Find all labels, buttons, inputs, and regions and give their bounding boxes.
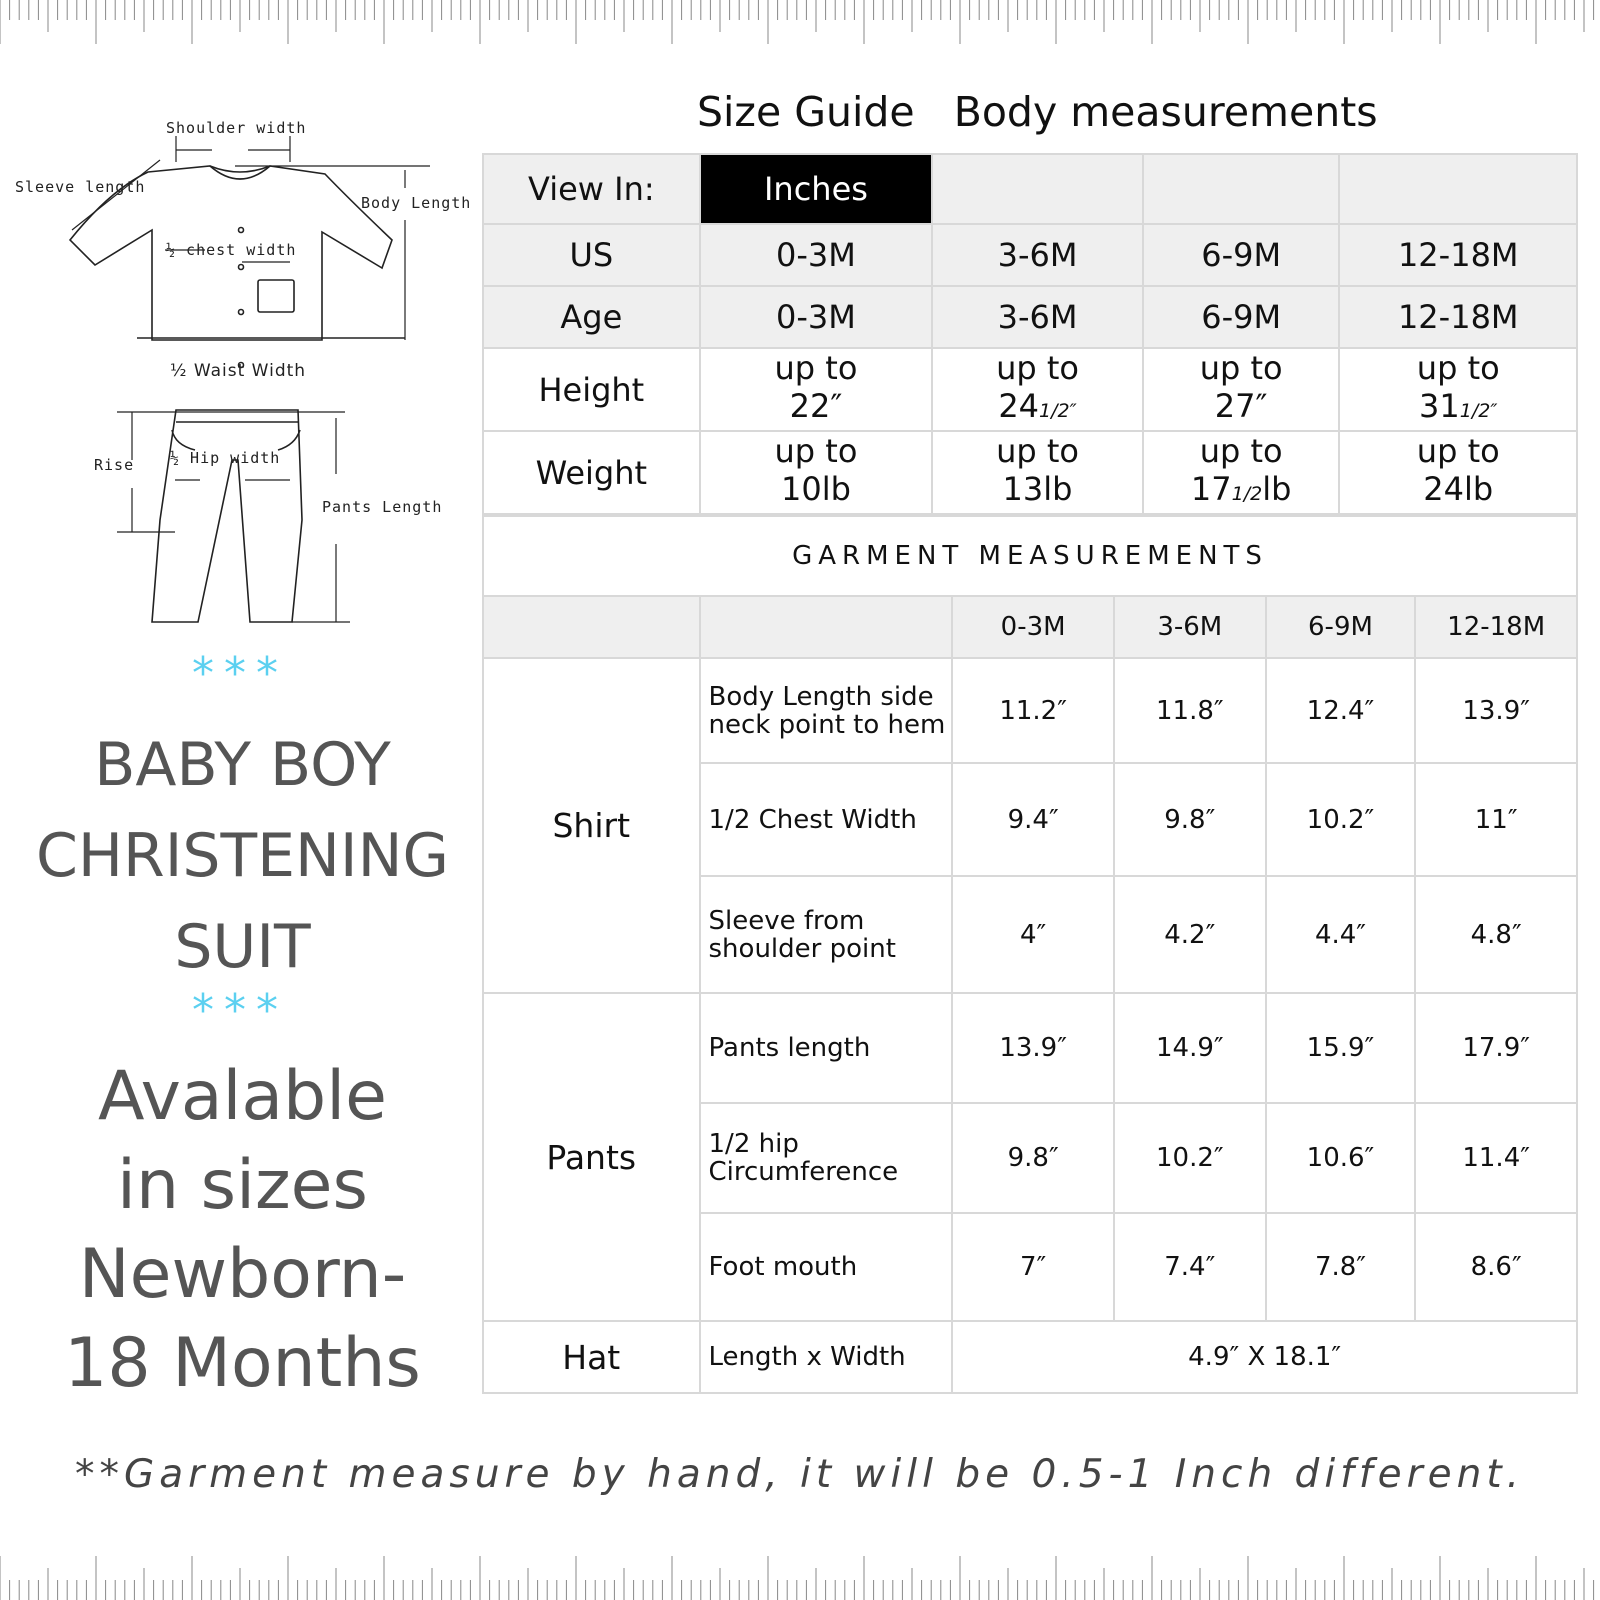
- table-cell: 9.8″: [952, 1103, 1114, 1213]
- table-cell: 6-9M: [1143, 224, 1340, 286]
- item-label: 1/2 hip Circumference: [700, 1103, 953, 1213]
- measurement-footnote: **Garment measure by hand, it will be 0.5-1 Inch different.: [75, 1452, 1525, 1497]
- body-measurements-table: [482, 153, 1578, 515]
- table-cell: up to 27″: [1143, 348, 1340, 431]
- column-header: 3-6M: [1114, 596, 1266, 658]
- table-cell: 7″: [952, 1213, 1114, 1321]
- category-shirt: Shirt: [483, 658, 700, 993]
- garment-diagram: [0, 100, 480, 640]
- label-shoulder-width: Shoulder width: [166, 119, 307, 137]
- table-cell: up to 22″: [700, 348, 933, 431]
- table-row: [483, 1321, 1577, 1393]
- table-cell: 7.8″: [1266, 1213, 1416, 1321]
- page-title: [697, 88, 1378, 136]
- column-header: 12-18M: [1415, 596, 1577, 658]
- item-label: Pants length: [700, 993, 953, 1103]
- table-cell: 12-18M: [1339, 224, 1577, 286]
- availability-line: Avalable: [98, 1057, 387, 1136]
- table-cell: 0-3M: [700, 286, 933, 348]
- table-cell: 4″: [952, 876, 1114, 993]
- table-cell: 4.2″: [1114, 876, 1266, 993]
- weight-row: [483, 431, 1577, 514]
- table-row: [483, 993, 1577, 1103]
- table-cell: up to 241/2″: [932, 348, 1143, 431]
- label-sleeve-length: Sleeve length: [15, 178, 146, 196]
- age-row: [483, 286, 1577, 348]
- item-label: Sleeve from shoulder point: [700, 876, 953, 993]
- column-header: 0-3M: [952, 596, 1114, 658]
- garment-header-row: [483, 596, 1577, 658]
- table-cell: 4.4″: [1266, 876, 1416, 993]
- category-hat: Hat: [483, 1321, 700, 1393]
- table-cell: 13.9″: [1415, 658, 1577, 763]
- height-row: [483, 348, 1577, 431]
- label-half-waist-width: ½ Waist Width: [170, 361, 307, 381]
- availability-text: [20, 1052, 465, 1408]
- table-cell: 14.9″: [1114, 993, 1266, 1103]
- label-rise: Rise: [94, 456, 135, 474]
- us-size-row: [483, 224, 1577, 286]
- table-cell: 3-6M: [932, 224, 1143, 286]
- row-label-age: Age: [483, 286, 700, 348]
- shirt-outline: [70, 166, 405, 368]
- decorative-stars-bottom: ***: [192, 985, 288, 1036]
- product-title-line: CHRISTENING: [36, 821, 449, 891]
- garment-title-row: [483, 516, 1577, 596]
- units-inches-button[interactable]: Inches: [700, 154, 933, 224]
- view-in-row: [483, 154, 1577, 224]
- table-cell: 3-6M: [932, 286, 1143, 348]
- table-cell: 7.4″: [1114, 1213, 1266, 1321]
- hat-size-value: 4.9″ X 18.1″: [952, 1321, 1577, 1393]
- ruler-bottom: [0, 1540, 1600, 1600]
- item-label: 1/2 Chest Width: [700, 763, 953, 876]
- availability-line: in sizes: [117, 1146, 368, 1225]
- view-in-label: View In:: [483, 154, 700, 224]
- table-cell: 10.2″: [1114, 1103, 1266, 1213]
- table-cell: 6-9M: [1143, 286, 1340, 348]
- column-header: 6-9M: [1266, 596, 1416, 658]
- row-label-us: US: [483, 224, 700, 286]
- table-cell: 10.2″: [1266, 763, 1416, 876]
- table-cell: 9.4″: [952, 763, 1114, 876]
- table-cell: 15.9″: [1266, 993, 1416, 1103]
- label-body-length: Body Length: [361, 194, 472, 212]
- availability-line: 18 Months: [64, 1324, 421, 1403]
- category-pants: Pants: [483, 993, 700, 1321]
- label-half-hip-width: ½ Hip width: [170, 449, 281, 467]
- table-cell: 11.2″: [952, 658, 1114, 763]
- table-cell: up to 311/2″: [1339, 348, 1577, 431]
- decorative-stars-top: ***: [192, 648, 288, 699]
- product-title-line: SUIT: [174, 912, 311, 982]
- table-cell: up to 10lb: [700, 431, 933, 514]
- table-cell: 8.6″: [1415, 1213, 1577, 1321]
- size-guide-title: Size Guide: [697, 88, 915, 136]
- table-cell: 11.4″: [1415, 1103, 1577, 1213]
- table-cell: 12-18M: [1339, 286, 1577, 348]
- body-measurements-title: Body measurements: [953, 88, 1378, 136]
- item-label: Body Length side neck point to hem: [700, 658, 953, 763]
- garment-measurements-table: [482, 515, 1578, 1394]
- table-cell: 0-3M: [700, 224, 933, 286]
- label-pants-length: Pants Length: [322, 498, 443, 516]
- row-label-height: Height: [483, 348, 700, 431]
- product-title: [20, 720, 465, 993]
- availability-line: Newborn-: [78, 1235, 407, 1314]
- item-label: Foot mouth: [700, 1213, 953, 1321]
- table-cell: 9.8″: [1114, 763, 1266, 876]
- row-label-weight: Weight: [483, 431, 700, 514]
- shirt-measure-lines: [72, 136, 430, 340]
- table-row: [483, 658, 1577, 763]
- product-title-line: BABY BOY: [94, 730, 391, 800]
- table-cell: up to 13lb: [932, 431, 1143, 514]
- table-cell: 11″: [1415, 763, 1577, 876]
- table-cell: 4.8″: [1415, 876, 1577, 993]
- table-cell: 11.8″: [1114, 658, 1266, 763]
- pants-measure-lines: [117, 412, 350, 622]
- label-half-chest-width: ½ chest width: [166, 241, 297, 259]
- table-cell: up to 171/2lb: [1143, 431, 1340, 514]
- table-cell: 10.6″: [1266, 1103, 1416, 1213]
- table-cell: 13.9″: [952, 993, 1114, 1103]
- ruler-top: [0, 0, 1600, 60]
- table-cell: 17.9″: [1415, 993, 1577, 1103]
- item-label: Length x Width: [700, 1321, 953, 1393]
- garment-measurements-title: GARMENT MEASUREMENTS: [483, 516, 1577, 596]
- table-cell: 12.4″: [1266, 658, 1416, 763]
- pants-outline: [152, 410, 302, 622]
- table-cell: up to 24lb: [1339, 431, 1577, 514]
